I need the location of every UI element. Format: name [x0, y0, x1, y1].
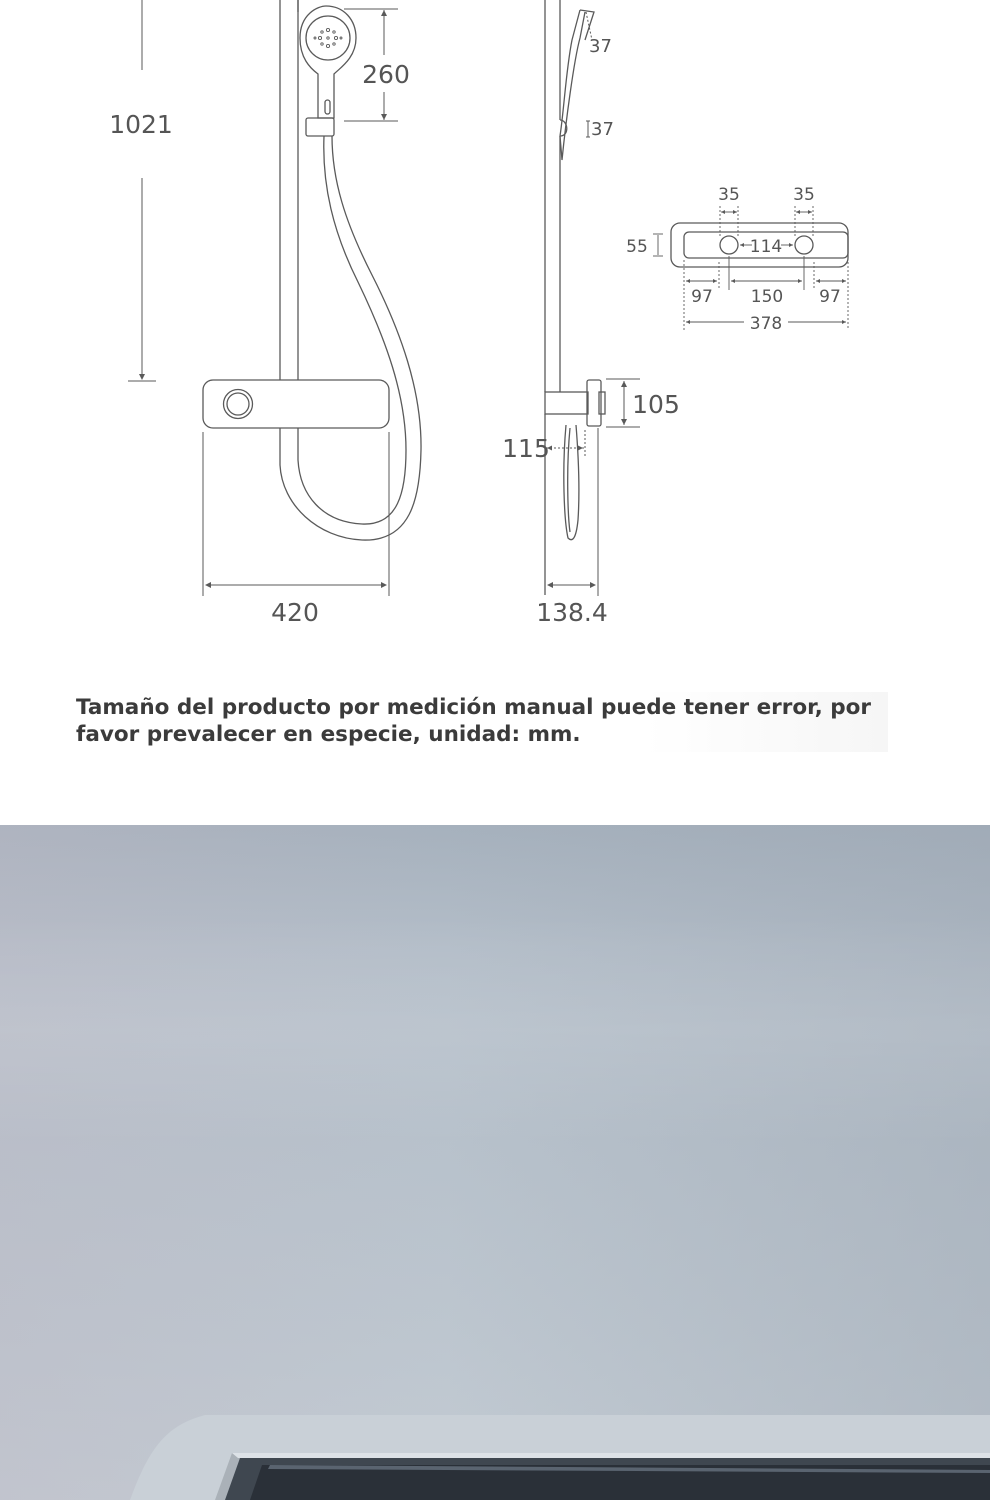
- dim-panel-center-span: 150: [750, 287, 784, 307]
- dim-knob-spacing: 114: [749, 237, 783, 257]
- dim-handshower-depth: 37: [589, 36, 612, 57]
- dim-overall-depth: 138.4: [536, 598, 608, 627]
- dim-panel-right-offset: 97: [819, 287, 841, 307]
- dim-overall-width: 420: [271, 598, 319, 627]
- measurement-disclaimer: [76, 692, 888, 752]
- dim-knob-diameter-right: 35: [793, 185, 815, 205]
- side-view: [545, 0, 605, 595]
- disclaimer-line-1: Tamaño del producto por medición manual puede tener error, por: [76, 695, 871, 720]
- product-photo: [0, 825, 990, 1500]
- dim-holder-depth: 37: [591, 119, 614, 140]
- panel-top-corner: [0, 825, 990, 1500]
- panel-dimension-lines: [653, 206, 848, 330]
- dim-bracket-projection: 115: [502, 434, 550, 463]
- dim-panel-left-offset: 97: [691, 287, 713, 307]
- shower-dimension-diagram: [0, 0, 990, 660]
- dim-bracket-height: 105: [632, 390, 680, 419]
- dim-overall-height: 1021: [109, 110, 173, 139]
- dim-panel-height: 55: [626, 237, 648, 257]
- disclaimer-line-2: favor prevalecer en especie, unidad: mm.: [76, 722, 581, 747]
- dim-handshower-length: 260: [362, 60, 410, 89]
- dim-panel-width: 378: [749, 314, 783, 334]
- front-dimension-lines: [128, 0, 398, 596]
- dim-knob-diameter-left: 35: [718, 185, 740, 205]
